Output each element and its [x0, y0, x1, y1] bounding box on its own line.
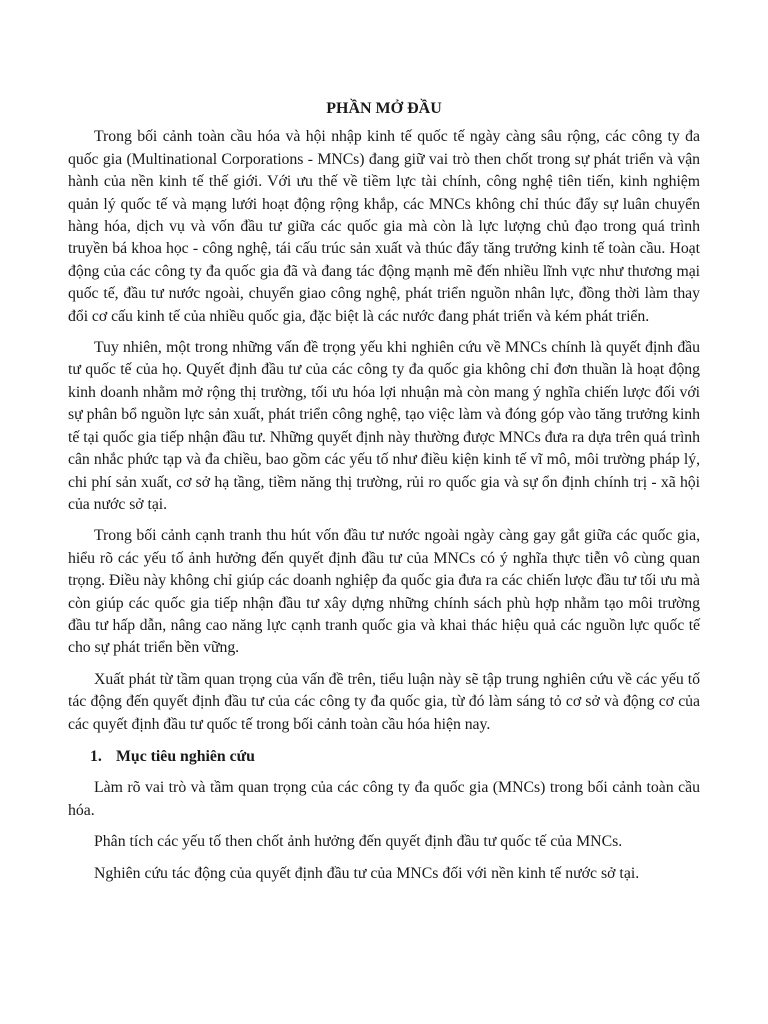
intro-paragraph-1: Trong bối cảnh toàn cầu hóa và hội nhập kinh tế quốc tế ngày càng sâu rộng, các công ty đa quốc gia (Multinational Corporations - MNCs) đang giữ vai trò then chốt trong sự phát triển và vận hành của nền kinh tế thế giới. Với ưu thế về tiềm lực tài chính, công nghệ tiên tiến, kinh nghiệm quản lý quốc tế và mạng lưới hoạt động rộng khắp, các MNCs không chỉ thúc đẩy sự luân chuyển hàng hóa, dịch vụ và vốn đầu tư giữa các quốc gia mà còn là lực lượng chủ đạo trong quá trình truyền bá khoa học - công nghệ, tái cấu trúc sản xuất và thúc đẩy tăng trưởng kinh tế toàn cầu. Hoạt động của các công ty đa quốc gia đã và đang tác động mạnh mẽ đến nhiều lĩnh vực như thương mại quốc tế, đầu tư nước ngoài, chuyển giao công nghệ, phát triển nguồn nhân lực, đồng thời làm thay đổi cơ cấu kinh tế của nhiều quốc gia, đặc biệt là các nước đang phát triển và kém phát triển. — [68, 128, 700, 325]
objective-item-3: Nghiên cứu tác động của quyết định đầu tư của MNCs đối với nền kinh tế nước sở tại. — [94, 864, 640, 882]
document-title: PHẦN MỞ ĐẦU — [326, 100, 442, 117]
objective-item-1: Làm rõ vai trò và tầm quan trọng của các công ty đa quốc gia (MNCs) trong bối cảnh toàn cầu hóa. — [68, 779, 700, 819]
objective-item-2: Phân tích các yếu tố then chốt ảnh hưởng đến quyết định đầu tư quốc tế của MNCs. — [94, 833, 623, 851]
intro-paragraph-3: Trong bối cảnh cạnh tranh thu hút vốn đầu tư nước ngoài ngày càng gay gắt giữa các quốc gia, hiểu rõ các yếu tố ảnh hưởng đến quyết định đầu tư của MNCs có ý nghĩa thực tiễn vô cùng quan trọng. Điều này không chỉ giúp các doanh nghiệp đa quốc gia đưa ra các chiến lược đầu tư tối ưu mà còn giúp các quốc gia tiếp nhận đầu tư xây dựng những chính sách phù hợp nhằm tạo môi trường đầu tư hấp dẫn, nâng cao năng lực cạnh tranh quốc gia và khai thác hiệu quả các nguồn lực quốc tế cho sự phát triển bền vững. — [68, 527, 700, 657]
intro-paragraph-4: Xuất phát từ tầm quan trọng của vấn đề trên, tiểu luận này sẽ tập trung nghiên cứu về các yếu tố tác động đến quyết định đầu tư của các công ty đa quốc gia, từ đó làm sáng tỏ cơ sở và động cơ của các quyết định đầu tư quốc tế trong bối cảnh toàn cầu hóa hiện nay. — [68, 670, 700, 733]
section-heading-text: Mục tiêu nghiên cứu — [116, 747, 255, 765]
section-number: 1. — [90, 747, 102, 765]
document-page — [68, 98, 700, 894]
section-heading — [68, 746, 700, 768]
intro-paragraph-2: Tuy nhiên, một trong những vấn đề trọng yếu khi nghiên cứu về MNCs chính là quyết định đầu tư quốc tế của họ. Quyết định đầu tư của các công ty đa quốc gia không chỉ đơn thuần là hoạt động kinh doanh nhằm mở rộng thị trường, tối ưu hóa lợi nhuận mà còn mang ý nghĩa chiến lược đối với sự phân bổ nguồn lực sản xuất, phát triển công nghệ, tạo việc làm và đóng góp vào tăng trưởng kinh tế tại quốc gia tiếp nhận đầu tư. Những quyết định này thường được MNCs đưa ra dựa trên quá trình cân nhắc phức tạp và đa chiều, bao gồm các yếu tố như điều kiện kinh tế vĩ mô, môi trường pháp lý, chi phí sản xuất, cơ sở hạ tầng, tiềm năng thị trường, rủi ro quốc gia và sự ổn định chính trị - xã hội của nước sở tại. — [68, 339, 700, 513]
